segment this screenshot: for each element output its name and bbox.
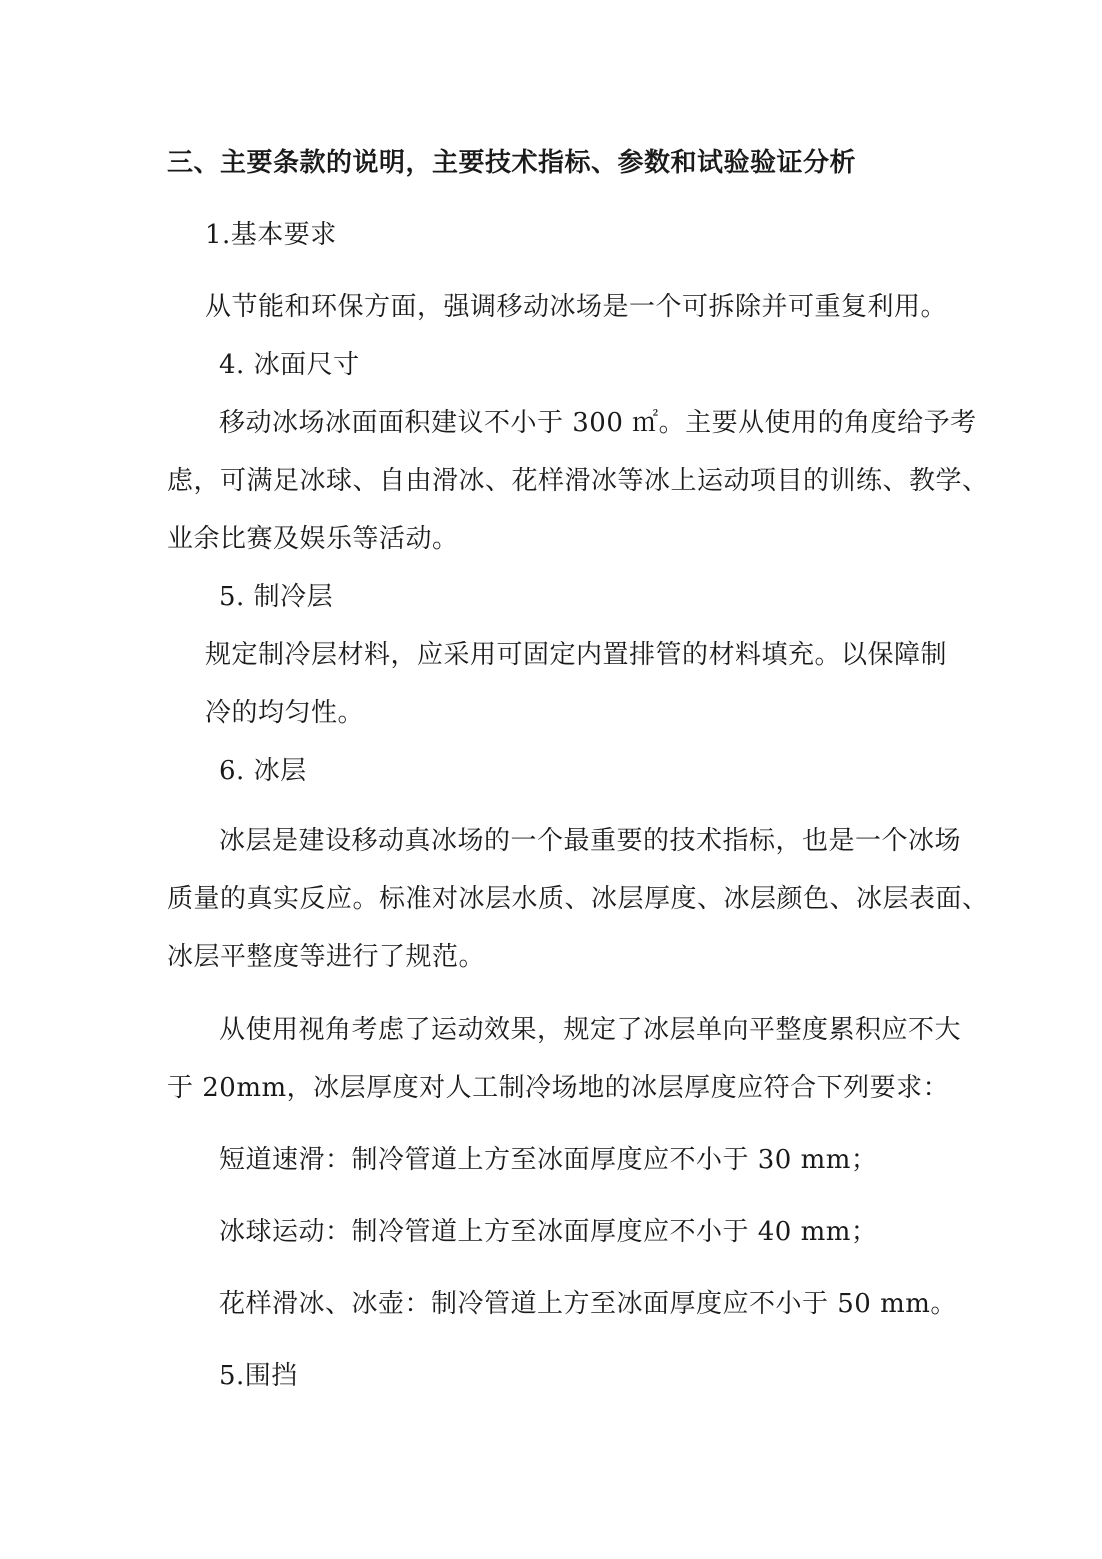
paragraph-line: 移动冰场冰面面积建议不小于 300 ㎡。主要从使用的角度给予考 (219, 408, 977, 438)
subsection-title-basic: 1.基本要求 (205, 220, 337, 250)
subsection-title-ice-layer: 6. 冰层 (219, 756, 307, 786)
requirement-item: 冰球运动：制冷管道上方至冰面厚度应不小于 40 mm； (219, 1217, 878, 1247)
paragraph-line: 虑，可满足冰球、自由滑冰、花样滑冰等冰上运动项目的训练、教学、 (167, 466, 989, 496)
paragraph-line: 冰层是建设移动真冰场的一个最重要的技术指标，也是一个冰场 (219, 826, 962, 856)
section-heading: 三、主要条款的说明，主要技术指标、参数和试验验证分析 (167, 148, 857, 178)
subsection-title-enclosure: 5.围挡 (219, 1361, 298, 1391)
paragraph-line: 从节能和环保方面，强调移动冰场是一个可拆除并可重复利用。 (205, 292, 948, 322)
paragraph-line: 从使用视角考虑了运动效果，规定了冰层单向平整度累积应不大 (219, 1015, 962, 1045)
paragraph-line: 冰层平整度等进行了规范。 (167, 942, 486, 972)
paragraph-line: 冷的均匀性。 (205, 698, 365, 728)
requirement-item: 短道速滑：制冷管道上方至冰面厚度应不小于 30 mm； (219, 1145, 878, 1175)
paragraph-line: 业余比赛及娱乐等活动。 (167, 524, 459, 554)
requirement-item: 花样滑冰、冰壶：制冷管道上方至冰面厚度应不小于 50 mm。 (219, 1289, 957, 1319)
subsection-title-ice-size: 4. 冰面尺寸 (219, 350, 360, 380)
paragraph-line: 质量的真实反应。标准对冰层水质、冰层厚度、冰层颜色、冰层表面、 (167, 884, 989, 914)
paragraph-line: 规定制冷层材料，应采用可固定内置排管的材料填充。以保障制 (205, 640, 948, 670)
subsection-title-refrigeration: 5. 制冷层 (219, 582, 334, 612)
paragraph-line: 于 20mm，冰层厚度对人工制冷场地的冰层厚度应符合下列要求： (167, 1073, 950, 1103)
